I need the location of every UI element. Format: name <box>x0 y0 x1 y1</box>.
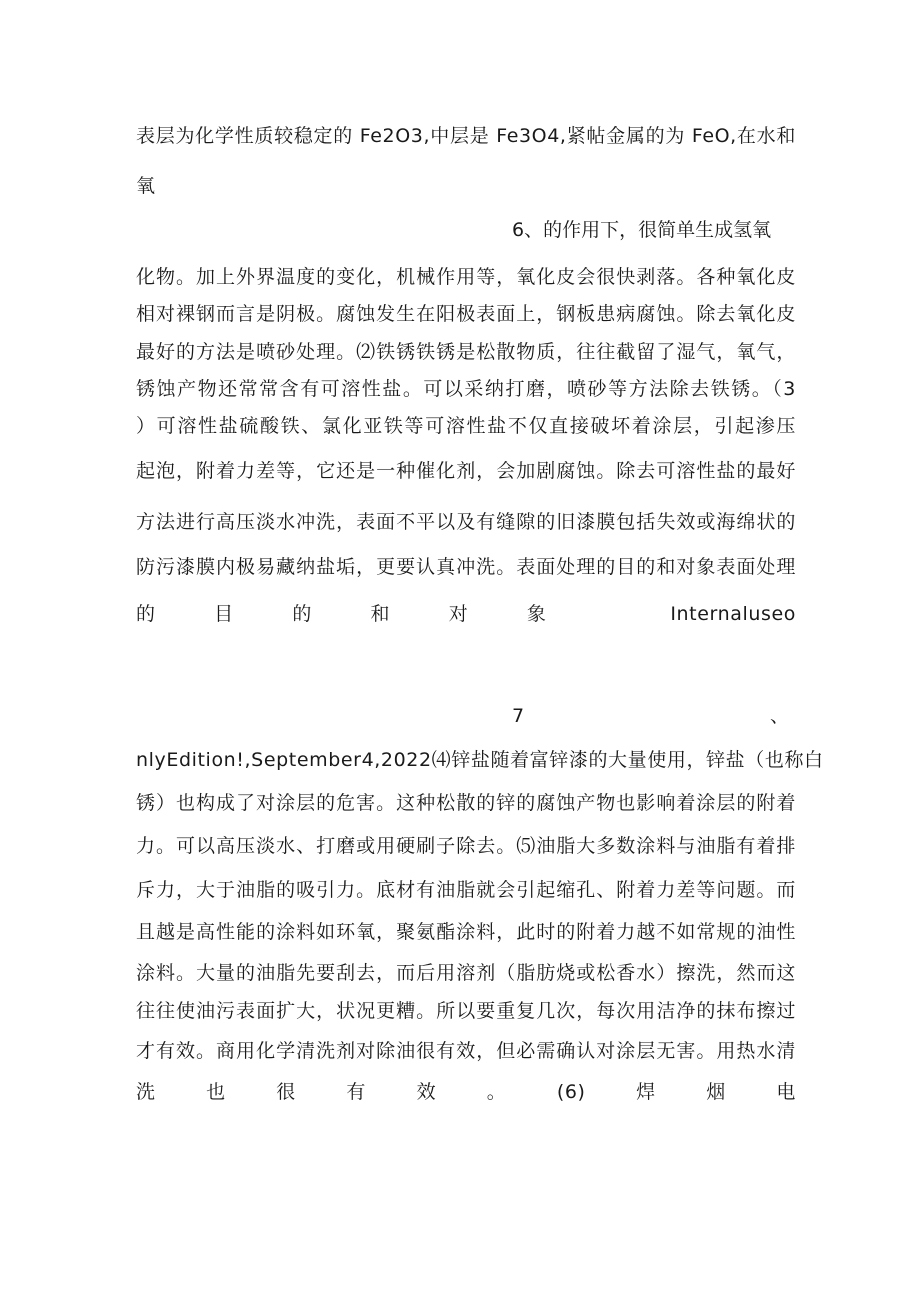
text-line: 表层为化学性质较稳定的 Fe2O3,中层是 Fe3O4,紧帖金属的为 FeO,在水和 <box>136 125 796 147</box>
text-line: 氧 <box>136 175 156 197</box>
text-line: 往往使油污表面扩大，状况更糟。所以要重复几次，每次用洁净的抹布擦过 <box>136 1000 796 1022</box>
text-line: 且越是高性能的涂料如环氧，聚氨酯涂料，此时的附着力越不如常规的油性 <box>136 921 796 943</box>
text-line: 相对裸钢而言是阴极。腐蚀发生在阳极表面上，钢板患病腐蚀。除去氧化皮 <box>136 303 796 325</box>
text-line: 起泡，附着力差等，它还是一种催化剂，会加剧腐蚀。除去可溶性盐的最好 <box>136 460 796 482</box>
text-line: 涂料。大量的油脂先要刮去，而后用溶剂（脂肪烧或松香水）擦洗，然而这 <box>136 962 796 984</box>
text-line: 锈）也构成了对涂层的危害。这种松散的锌的腐蚀产物也影响着涂层的附着 <box>136 792 796 814</box>
text-line: 方法进行高压淡水冲洗，表面不平以及有缝隙的旧漆膜包括失效或海绵状的 <box>136 511 796 533</box>
text-line: 才有效。商用化学清洗剂对除油很有效，但必需确认对涂层无害。用热水清 <box>136 1040 796 1062</box>
text-line: 锈蚀产物还常常含有可溶性盐。可以采纳打磨，喷砂等方法除去铁锈。（3 <box>136 378 796 400</box>
text-line: nlyEdition!,September4,2022⑷锌盐随着富锌漆的大量使用，锌盐（也称白 <box>136 749 824 771</box>
text-line: 力。可以高压淡水、打磨或用硬刷子除去。⑸油脂大多数涂料与油脂有着排 <box>136 835 796 857</box>
section-mark: 、 <box>770 705 790 727</box>
text-line: 化物。加上外界温度的变化，机械作用等，氧化皮会很快剥落。各种氧化皮 <box>136 266 796 288</box>
text-line: ）可溶性盐硫酸铁、氯化亚铁等可溶性盐不仅直接破坏着涂层，引起渗压 <box>136 415 796 437</box>
text-line: 洗也很有效。(6)焊烟电 <box>136 1081 796 1103</box>
section-marker: 6、的作用下，很简单生成氢氧 <box>512 219 772 241</box>
text-line: 斥力，大于油脂的吸引力。底材有油脂就会引起缩孔、附着力差等问题。而 <box>136 879 796 901</box>
section-number: 7 <box>512 705 525 727</box>
text-line: 防污漆膜内极易藏纳盐垢，更要认真冲洗。表面处理的目的和对象表面处理 <box>136 556 796 578</box>
text-line: 最好的方法是喷砂处理。⑵铁锈铁锈是松散物质，往往截留了湿气，氧气， <box>136 341 796 363</box>
text-line: 的目的和对象 Internaluseo <box>136 603 796 625</box>
